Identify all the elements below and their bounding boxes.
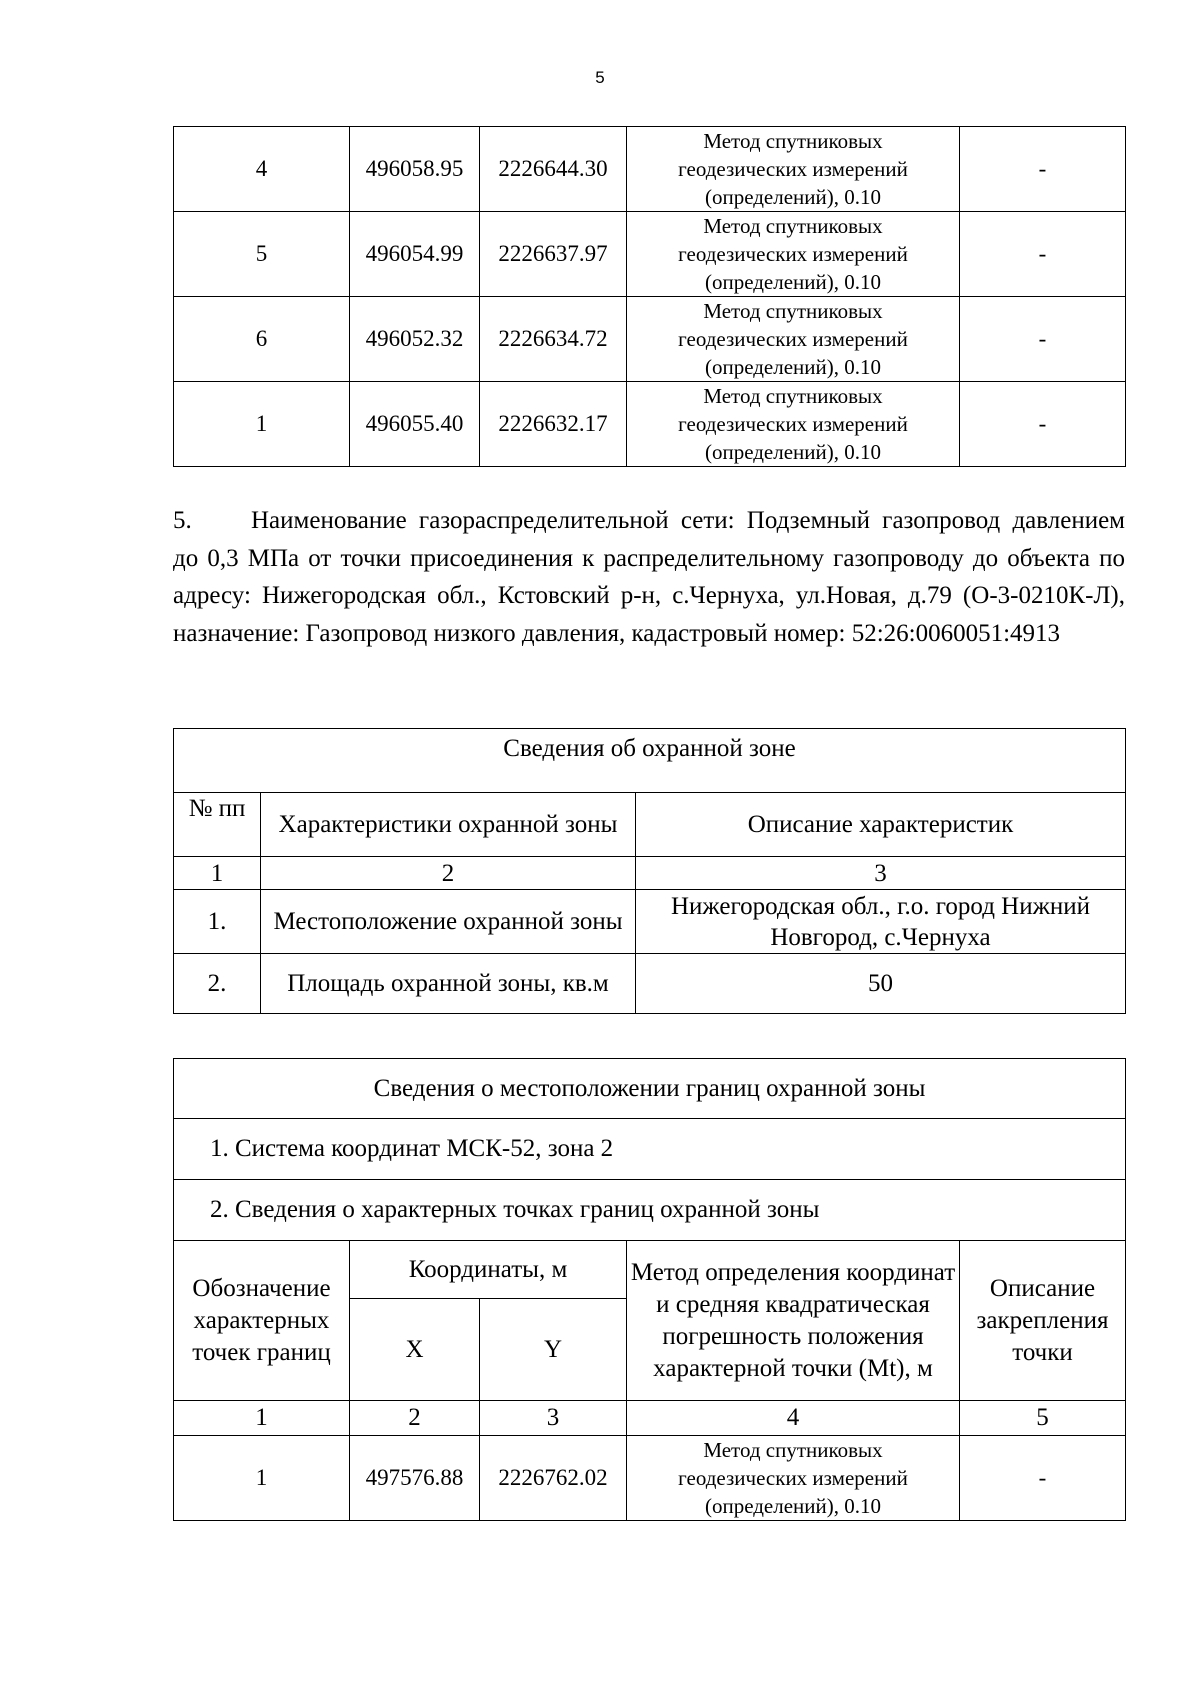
boundary-table-title: Сведения о местоположении границ охранной зоны: [174, 1059, 1126, 1119]
x-cell: 496058.95: [350, 127, 480, 212]
table-row: [174, 297, 1126, 382]
description-cell: Нижегородская обл., г.о. город Нижний Новгород, с.Чернуха: [636, 890, 1126, 954]
col-description-header: Описание характеристик: [636, 793, 1126, 857]
coordinate-system-line: 1. Система координат МСК-52, зона 2: [174, 1119, 1126, 1180]
point-cell: 4: [174, 127, 350, 212]
description-cell: 50: [636, 954, 1126, 1014]
desc-cell: -: [960, 297, 1126, 382]
point-cell: 1: [174, 382, 350, 467]
characteristic-cell: Площадь охранной зоны, кв.м: [261, 954, 636, 1014]
desc-cell: -: [960, 212, 1126, 297]
x-cell: 497576.88: [350, 1436, 480, 1521]
table-row: [174, 1436, 1126, 1521]
desc-cell: -: [960, 382, 1126, 467]
point-cell: 5: [174, 212, 350, 297]
x-cell: 496052.32: [350, 297, 480, 382]
col-x-header: X: [350, 1299, 480, 1401]
row-number: 2.: [174, 954, 261, 1014]
point-cell: 1: [174, 1436, 350, 1521]
paragraph-text: Наименование газораспределительной сети: Подземный газопровод давлением до 0,3 МПа от точки присоединения к распределительному газопроводу до объекта по адресу: Нижегородская обл., Кстовский р-н, с.Чернуха, ул.Новая, д.79 (О-3-0210К-Л), назначение: Газопровод низкого давления, кадастровый номер: 52:26:0060051:4913: [173, 507, 1125, 647]
method-cell: Метод спутниковых геодезических измерений (определений), 0.10: [627, 1436, 960, 1521]
characteristic-cell: Местоположение охранной зоны: [261, 890, 636, 954]
x-cell: 496055.40: [350, 382, 480, 467]
method-cell: Метод спутниковых геодезических измерений (определений), 0.10: [627, 297, 960, 382]
zone-table-title: Сведения об охранной зоне: [174, 729, 1126, 793]
protection-zone-table: [173, 728, 1126, 1014]
characteristic-points-line: 2. Сведения о характерных точках границ охранной зоны: [174, 1180, 1126, 1241]
col-coordinates-header: Координаты, м: [350, 1241, 627, 1299]
index-cell: 1: [174, 1401, 350, 1436]
index-cell: 5: [960, 1401, 1126, 1436]
index-cell: 2: [350, 1401, 480, 1436]
col-y-header: Y: [480, 1299, 627, 1401]
index-cell: 1: [174, 857, 261, 890]
index-cell: 3: [480, 1401, 627, 1436]
y-cell: 2226644.30: [480, 127, 627, 212]
y-cell: 2226632.17: [480, 382, 627, 467]
y-cell: 2226634.72: [480, 297, 627, 382]
col-point-header: Обозначение характерных точек границ: [174, 1241, 350, 1401]
col-number-header: № пп: [174, 793, 261, 857]
row-number: 1.: [174, 890, 261, 954]
desc-cell: -: [960, 127, 1126, 212]
table-row: [174, 890, 1126, 954]
col-characteristics-header: Характеристики охранной зоны: [261, 793, 636, 857]
col-method-header: Метод определения координат и средняя квадратическая погрешность положения характерной точки (Mt), м: [627, 1241, 960, 1401]
y-cell: 2226637.97: [480, 212, 627, 297]
page-number: 5: [595, 68, 605, 87]
table-row: [174, 954, 1126, 1014]
index-cell: 2: [261, 857, 636, 890]
point-cell: 6: [174, 297, 350, 382]
boundary-location-table: [173, 1058, 1126, 1521]
table-row: [174, 212, 1126, 297]
index-cell: 3: [636, 857, 1126, 890]
col-fixing-description-header: Описание закрепления точки: [960, 1241, 1126, 1401]
network-description-paragraph: [173, 502, 1125, 652]
desc-cell: -: [960, 1436, 1126, 1521]
table-row: [174, 382, 1126, 467]
y-cell: 2226762.02: [480, 1436, 627, 1521]
method-cell: Метод спутниковых геодезических измерений (определений), 0.10: [627, 212, 960, 297]
coordinates-table-continued: [173, 126, 1126, 467]
x-cell: 496054.99: [350, 212, 480, 297]
paragraph-number: 5.: [173, 507, 192, 534]
index-cell: 4: [627, 1401, 960, 1436]
method-cell: Метод спутниковых геодезических измерений (определений), 0.10: [627, 127, 960, 212]
table-row: [174, 127, 1126, 212]
method-cell: Метод спутниковых геодезических измерений (определений), 0.10: [627, 382, 960, 467]
